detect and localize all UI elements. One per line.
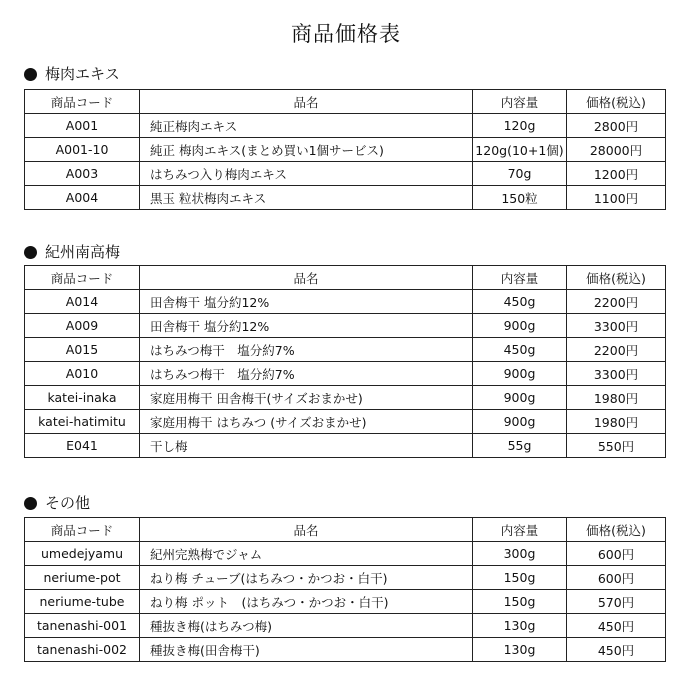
table-row (25, 186, 666, 210)
header-name: 品名 (140, 266, 473, 290)
cell-volume: 450g (473, 338, 567, 362)
cell-name: 田舎梅干 塩分約12% (140, 290, 473, 314)
header-code: 商品コード (25, 90, 140, 114)
section-title-others (24, 494, 90, 512)
cell-price: 450円 (567, 638, 666, 662)
cell-volume: 900g (473, 362, 567, 386)
header-volume: 内容量 (473, 518, 567, 542)
cell-name: 家庭用梅干 はちみつ (サイズおまかせ) (140, 410, 473, 434)
cell-code: E041 (25, 434, 140, 458)
cell-price: 600円 (567, 542, 666, 566)
cell-name: 純正 梅肉エキス(まとめ買い1個サービス) (140, 138, 473, 162)
cell-volume: 300g (473, 542, 567, 566)
section-title-label: その他 (45, 494, 91, 512)
cell-name: 家庭用梅干 田舎梅干(サイズおまかせ) (140, 386, 473, 410)
cell-price: 570円 (567, 590, 666, 614)
cell-code: A003 (25, 162, 140, 186)
cell-price: 1200円 (567, 162, 666, 186)
cell-code: katei-hatimitu (25, 410, 140, 434)
section-title-kishu-nankoume (24, 243, 120, 261)
cell-code: A015 (25, 338, 140, 362)
cell-name: 種抜き梅(はちみつ梅) (140, 614, 473, 638)
cell-code: neriume-tube (25, 590, 140, 614)
cell-name: 干し梅 (140, 434, 473, 458)
cell-price: 2200円 (567, 338, 666, 362)
header-price: 価格(税込) (567, 266, 666, 290)
table-row (25, 638, 666, 662)
cell-code: tanenashi-002 (25, 638, 140, 662)
table-row (25, 338, 666, 362)
price-table-kishu-nankoume (24, 265, 666, 458)
table-header-row (25, 90, 666, 114)
cell-name: はちみつ梅干 塩分約7% (140, 362, 473, 386)
price-table-umeniku-extract (24, 89, 666, 210)
cell-price: 3300円 (567, 362, 666, 386)
table-row (25, 542, 666, 566)
table-row (25, 138, 666, 162)
cell-name: 黒玉 粒状梅肉エキス (140, 186, 473, 210)
table-row (25, 386, 666, 410)
price-table-others (24, 517, 666, 662)
table-row (25, 114, 666, 138)
header-price: 価格(税込) (567, 90, 666, 114)
table-row (25, 362, 666, 386)
cell-volume: 70g (473, 162, 567, 186)
table-row (25, 314, 666, 338)
cell-price: 3300円 (567, 314, 666, 338)
cell-price: 600円 (567, 566, 666, 590)
cell-code: neriume-pot (25, 566, 140, 590)
cell-name: はちみつ梅干 塩分約7% (140, 338, 473, 362)
cell-code: A001 (25, 114, 140, 138)
cell-volume: 450g (473, 290, 567, 314)
cell-volume: 130g (473, 614, 567, 638)
cell-code: A004 (25, 186, 140, 210)
page-title: 商品価格表 (291, 22, 401, 46)
cell-name: ねり梅 ポット (はちみつ・かつお・白干) (140, 590, 473, 614)
cell-price: 1100円 (567, 186, 666, 210)
header-name: 品名 (140, 90, 473, 114)
table-row (25, 566, 666, 590)
table-row (25, 590, 666, 614)
cell-name: 種抜き梅(田舎梅干) (140, 638, 473, 662)
cell-name: ねり梅 チューブ(はちみつ・かつお・白干) (140, 566, 473, 590)
cell-volume: 120g(10+1個) (473, 138, 567, 162)
cell-code: A009 (25, 314, 140, 338)
header-name: 品名 (140, 518, 473, 542)
cell-name: 純正梅肉エキス (140, 114, 473, 138)
header-code: 商品コード (25, 518, 140, 542)
header-volume: 内容量 (473, 90, 567, 114)
cell-name: 紀州完熟梅でジャム (140, 542, 473, 566)
table-header-row (25, 266, 666, 290)
cell-code: A010 (25, 362, 140, 386)
cell-price: 1980円 (567, 410, 666, 434)
cell-code: katei-inaka (25, 386, 140, 410)
cell-volume: 150g (473, 566, 567, 590)
cell-price: 550円 (567, 434, 666, 458)
cell-price: 2200円 (567, 290, 666, 314)
cell-price: 2800円 (567, 114, 666, 138)
bullet-icon (24, 497, 37, 510)
bullet-icon (24, 246, 37, 259)
cell-name: 田舎梅干 塩分約12% (140, 314, 473, 338)
cell-volume: 900g (473, 386, 567, 410)
cell-volume: 900g (473, 314, 567, 338)
header-volume: 内容量 (473, 266, 567, 290)
header-price: 価格(税込) (567, 518, 666, 542)
cell-volume: 55g (473, 434, 567, 458)
section-title-label: 紀州南高梅 (45, 243, 121, 261)
header-code: 商品コード (25, 266, 140, 290)
table-row (25, 434, 666, 458)
cell-volume: 150粒 (473, 186, 567, 210)
cell-price: 450円 (567, 614, 666, 638)
cell-code: A014 (25, 290, 140, 314)
cell-code: tanenashi-001 (25, 614, 140, 638)
cell-code: A001-10 (25, 138, 140, 162)
cell-price: 1980円 (567, 386, 666, 410)
table-row (25, 410, 666, 434)
cell-volume: 120g (473, 114, 567, 138)
cell-volume: 900g (473, 410, 567, 434)
cell-volume: 130g (473, 638, 567, 662)
cell-volume: 150g (473, 590, 567, 614)
table-row (25, 614, 666, 638)
bullet-icon (24, 68, 37, 81)
table-row (25, 290, 666, 314)
cell-name: はちみつ入り梅肉エキス (140, 162, 473, 186)
cell-price: 28000円 (567, 138, 666, 162)
section-title-umeniku-extract (24, 65, 120, 83)
section-title-label: 梅肉エキス (45, 65, 120, 83)
table-header-row (25, 518, 666, 542)
cell-code: umedejyamu (25, 542, 140, 566)
table-row (25, 162, 666, 186)
